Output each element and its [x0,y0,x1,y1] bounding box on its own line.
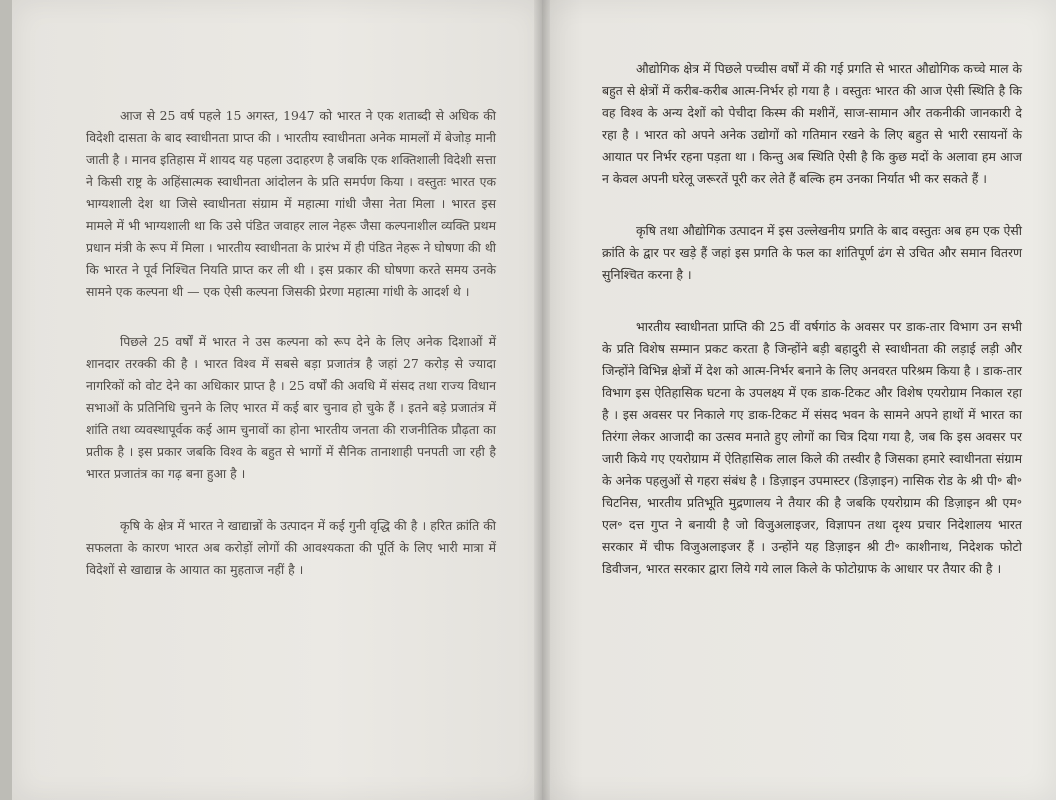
right-paragraph-3: भारतीय स्वाधीनता प्राप्ति की 25 वीं वर्षगांठ के अवसर पर डाक-तार विभाग उन सभी के प्रति विशेष सम्मान प्रकट करता है जिन्होंने बड़ी बहादुरी से स्वाधीनता की लड़ाई लड़ी और जिन्होंने विभिन्न क्षेत्रों में देश को आत्म-निर्भर बनाने के लिए अनवरत परिश्रम किया है । डाक-तार विभाग इस ऐतिहासिक घटना के उपलक्ष्य में एक डाक-टिकट और विशेष एयरोग्राम निकाल रहा है । इस अवसर पर निकाले गए डाक-टिकट में संसद भवन के सामने अपने हाथों में भारत का तिरंगा लेकर आजादी का उत्सव मनाते हुए लोगों का चित्र दिया गया है, जब कि इस अवसर पर जारी किये गए एयरोग्राम में ऐतिहासिक लाल किले की तस्वीर है जिसका हमारे स्वाधीनता संग्राम के अनेक पहलुओं से गहरा संबंध है । डिज़ाइन उपमास्टर (डिज़ाइन) नासिक रोड के श्री पी॰ बी॰ चिटनिस, भारतीय प्रतिभूति मुद्रणालय ने तैयार की है जबकि एयरोग्राम की डिज़ाइन श्री एम॰ एल॰ दत्त गुप्त ने बनायी है जो विजुअलाइजर, विज्ञापन तथा दृश्य प्रचार निदेशालय भारत सरकार में चीफ विजुअलाइजर हैं । उन्होंने यह डिज़ाइन श्री टी॰ काशीनाथ, निदेशक फोटो डिवीजन, भारत सरकार द्वारा लिये गये लाल किले के फोटोग्राफ के आधार पर तैयार की है । [602,319,1022,576]
right-page [542,0,1056,800]
left-paragraph-3: कृषि के क्षेत्र में भारत ने खाद्यान्नों के उत्पादन में कई गुनी वृद्धि की है । हरित क्रांति की सफलता के कारण भारत अब करोड़ों लोगों की आवश्यकता की पूर्ति के लिए भारी मात्रा में विदेशों से खाद्यान्न के आयात का मुहताज नहीं है । [86,518,496,577]
right-paragraph-1: औद्योगिक क्षेत्र में पिछले पच्चीस वर्षों में की गई प्रगति से भारत औद्योगिक कच्चे माल के बहुत से क्षेत्रों में करीब-करीब आत्म-निर्भर हो गया है । वस्तुतः भारत की आज ऐसी स्थिति है कि वह विश्व के अन्य देशों को पेचीदा किस्म की मशीनें, साज-सामान और तकनीकी जानकारी दे रहा है । भारत को अपने अनेक उद्योगों को गतिमान रखने के लिए बहुत से भारी रसायनों के आयात पर निर्भर रहना पड़ता था । किन्तु अब स्थिति ऐसी है कि कुछ मदों के अलावा हम आज न केवल अपनी घरेलू जरूरतें पूरी कर लेते हैं बल्कि हम उनका निर्यात भी कर सकते हैं । [602,61,1022,186]
left-page [12,0,542,800]
left-paragraph-2: पिछले 25 वर्षों में भारत ने उस कल्पना को रूप देने के लिए अनेक दिशाओं में शानदार तरक्की की है । भारत विश्व में सबसे बड़ा प्रजातंत्र है जहां 27 करोड़ से ज्यादा नागरिकों को वोट देने का अधिकार प्राप्त है । 25 वर्षों की अवधि में संसद तथा राज्य विधान सभाओं के प्रतिनिधि चुनने के लिए भारत में कई बार चुनाव हो चुके हैं । इतने बड़े प्रजातंत्र में शांति तथा व्यवस्थापूर्वक कई आम चुनावों का होना भारतीय जनता की राजनीतिक प्रौढ़ता का प्रतीक है । इस प्रकार जबकि विश्व के बहुत से भागों में सैनिक तानाशाही पनपती जा रही है भारत प्रजातंत्र का गढ़ बना हुआ है । [86,334,496,481]
right-paragraph-2: कृषि तथा औद्योगिक उत्पादन में इस उल्लेखनीय प्रगति के बाद वस्तुतः अब हम एक ऐसी क्रांति के द्वार पर खड़े हैं जहां इस प्रगति के फल का शांतिपूर्ण ढंग से उचित और समान वितरण सुनिश्चित करना है । [602,223,1022,282]
left-paragraph-1: आज से 25 वर्ष पहले 15 अगस्त, 1947 को भारत ने एक शताब्दी से अधिक की विदेशी दासता के बाद स्वाधीनता प्राप्त की । भारतीय स्वाधीनता अनेक मामलों में बेजोड़ मानी जाती है । मानव इतिहास में शायद यह पहला उदाहरण है जबकि एक शक्तिशाली विदेशी सत्ता ने किसी राष्ट्र के अहिंसात्मक स्वाधीनता आंदोलन के प्रति समर्पण किया । वस्तुतः भारत एक भाग्यशाली देश था जिसे स्वाधीनता संग्राम में महात्मा गांधी जैसा नेता मिला । भारत इस मामले में भी भाग्यशाली था कि उसे पंडित जवाहर लाल नेहरू जैसा कल्पनाशील व्यक्ति प्रथम प्रधान मंत्री के रूप में मिला । भारतीय स्वाधीनता के प्रारंभ में ही पंडित नेहरू ने घोषणा की थी कि भारत ने पूर्व निश्चित नियति प्राप्त कर ली थी । इस प्रकार की घोषणा करते समय उनके सामने एक कल्पना थी — एक ऐसी कल्पना जिसकी प्रेरणा महात्मा गांधी के आदर्श थे । [86,108,496,299]
book-gutter [534,0,550,800]
